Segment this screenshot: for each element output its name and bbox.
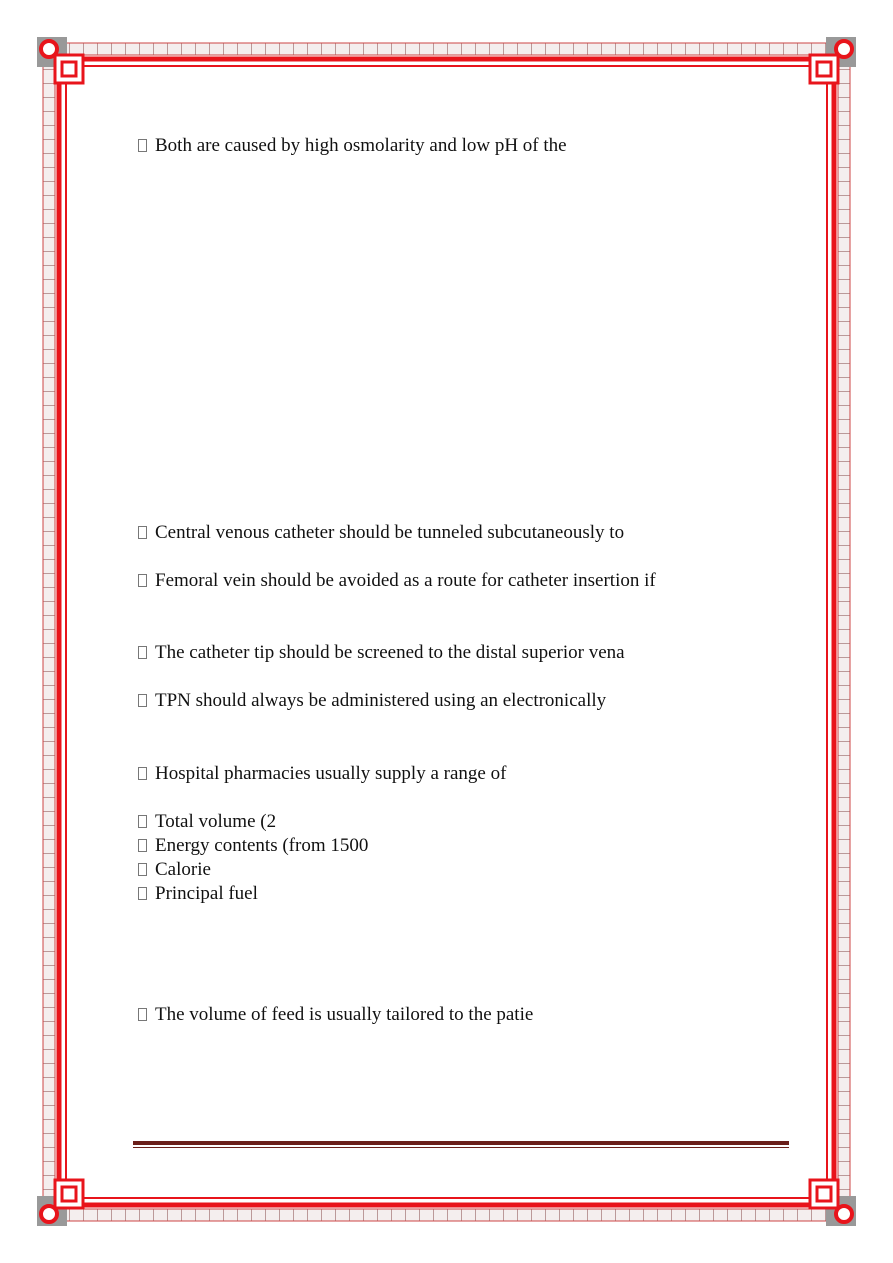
missing-glyph-box-icon [138,863,147,876]
paragraph [138,521,624,545]
paragraph [138,689,606,713]
missing-glyph-box-icon [138,1008,147,1021]
missing-glyph-box-icon [138,646,147,659]
missing-glyph-box-icon [138,574,147,587]
list-item [138,810,276,834]
footer-rule-thin [133,1147,789,1148]
paragraph [138,641,625,665]
paragraph [138,134,567,158]
missing-glyph-box-icon [138,139,147,152]
missing-glyph-box-icon [138,815,147,828]
footer-rule [133,1141,789,1145]
paragraph [138,569,656,593]
paragraph-text: The catheter tip should be screened to the distal superior vena [155,642,625,663]
missing-glyph-box-icon [138,694,147,707]
paragraph [138,1003,533,1027]
missing-glyph-box-icon [138,767,147,780]
list-item [138,858,211,882]
paragraph-text: Hospital pharmacies usually supply a range of [155,763,507,784]
paragraph-text: Central venous catheter should be tunneled subcutaneously to [155,522,625,543]
list-item-text: Calorie [155,859,211,880]
paragraph-text: Both are caused by high osmolarity and low pH of the [155,135,567,156]
list-item [138,882,258,906]
paragraph-text: The volume of feed is usually tailored to the patie [155,1004,534,1025]
missing-glyph-box-icon [138,526,147,539]
paragraph [138,762,506,786]
paragraph-text: Femoral vein should be avoided as a route for catheter insertion if [155,570,656,591]
list-item-text: Energy contents (from 1500 [155,835,369,856]
list-item [138,834,368,858]
paragraph-text: TPN should always be administered using an electronically [155,690,607,711]
list-item-text: Total volume (2 [155,811,277,832]
missing-glyph-box-icon [138,887,147,900]
missing-glyph-box-icon [138,839,147,852]
list-item-text: Principal fuel [155,883,258,904]
